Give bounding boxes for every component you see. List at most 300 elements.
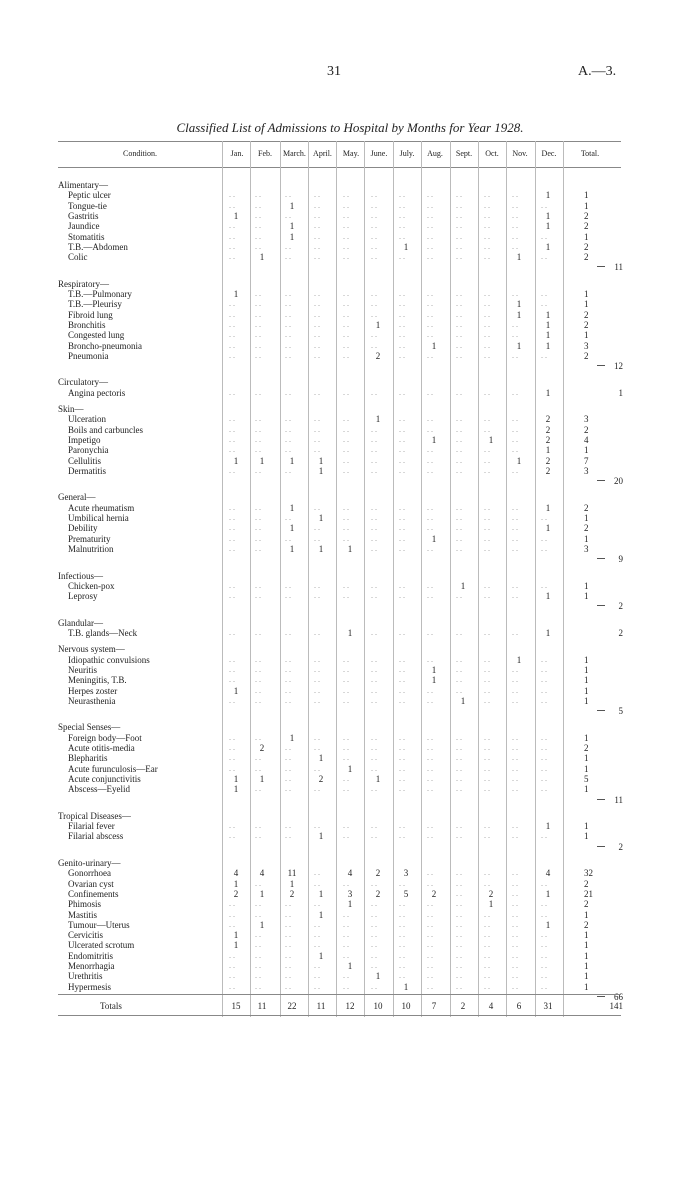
empty-cell-dots: . . [456, 424, 462, 434]
empty-cell-dots: . . [427, 654, 433, 664]
empty-cell-dots: . . [314, 502, 320, 512]
empty-cell-dots: . . [512, 919, 518, 929]
empty-cell-dots: . . [456, 231, 462, 241]
empty-cell-dots: . . [512, 831, 518, 841]
empty-cell-dots: . . [484, 753, 490, 763]
empty-cell-dots: . . [512, 821, 518, 831]
row-label: Pneumonia [68, 350, 109, 361]
group-total: 11 [614, 262, 623, 273]
empty-cell-dots: . . [484, 231, 490, 241]
empty-cell-dots: . . [314, 309, 320, 319]
row-label: Abscess—Eyelid [68, 784, 130, 795]
empty-cell-dots: . . [512, 868, 518, 878]
empty-cell-dots: . . [371, 919, 377, 929]
empty-cell-dots: . . [343, 919, 349, 929]
empty-cell-dots: . . [399, 695, 405, 705]
empty-cell-dots: . . [229, 330, 235, 340]
empty-cell-dots: . . [484, 445, 490, 455]
row-label: Fibroid lung [68, 309, 113, 320]
empty-cell-dots: . . [484, 773, 490, 783]
empty-cell-dots: . . [343, 434, 349, 444]
row-total: 1 [584, 190, 589, 201]
empty-cell-dots: . . [255, 784, 261, 794]
grand-total: 141 [609, 1001, 623, 1011]
month-cell: 1 [233, 773, 239, 784]
empty-cell-dots: . . [229, 465, 235, 475]
empty-cell-dots: . . [343, 299, 349, 309]
empty-cell-dots: . . [255, 753, 261, 763]
row-label: Tumour—Uterus [68, 919, 130, 930]
row-label: Malnutrition [68, 543, 114, 554]
empty-cell-dots: . . [427, 591, 433, 601]
empty-cell-dots: . . [229, 502, 235, 512]
month-cell: 2 [545, 434, 551, 445]
empty-cell-dots: . . [229, 434, 235, 444]
empty-cell-dots: . . [512, 930, 518, 940]
empty-cell-dots: . . [343, 940, 349, 950]
empty-cell-dots: . . [285, 319, 291, 329]
empty-cell-dots: . . [456, 888, 462, 898]
empty-cell-dots: . . [343, 465, 349, 475]
row-label: Colic [68, 252, 88, 263]
month-cell: 1 [259, 888, 265, 899]
row-label: Filarial abscess [68, 831, 124, 842]
empty-cell-dots: . . [285, 950, 291, 960]
empty-cell-dots: . . [371, 434, 377, 444]
empty-cell-dots: . . [285, 580, 291, 590]
month-cell: 1 [545, 221, 551, 232]
column-divider [563, 141, 564, 1017]
empty-cell-dots: . . [255, 513, 261, 522]
empty-cell-dots: . . [427, 909, 433, 919]
month-cell: 1 [259, 252, 265, 263]
empty-cell-dots: . . [456, 940, 462, 950]
empty-cell-dots: . . [456, 899, 462, 909]
row-total: 1 [584, 732, 589, 743]
empty-cell-dots: . . [343, 513, 349, 522]
empty-cell-dots: . . [371, 878, 377, 888]
row-total: 3 [584, 340, 589, 351]
month-cell: 1 [460, 695, 466, 706]
empty-cell-dots: . . [512, 763, 518, 773]
empty-cell-dots: . . [285, 664, 291, 674]
empty-cell-dots: . . [456, 971, 462, 981]
empty-cell-dots: . . [427, 465, 433, 475]
totals-cell: 31 [543, 1001, 553, 1011]
empty-cell-dots: . . [229, 543, 235, 553]
row-label: Dermatitis [68, 465, 106, 476]
empty-cell-dots: . . [456, 950, 462, 960]
empty-cell-dots: . . [314, 340, 320, 350]
empty-cell-dots: . . [512, 387, 518, 397]
month-cell: 1 [375, 773, 381, 784]
empty-cell-dots: . . [285, 961, 291, 970]
empty-cell-dots: . . [229, 628, 235, 637]
month-cell: 2 [431, 888, 437, 899]
group-heading: Tropical Diseases— [58, 810, 131, 821]
empty-cell-dots: . . [399, 732, 405, 742]
empty-cell-dots: . . [343, 743, 349, 752]
empty-cell-dots: . . [484, 210, 490, 220]
empty-cell-dots: . . [484, 664, 490, 674]
empty-cell-dots: . . [427, 685, 433, 695]
empty-cell-dots: . . [229, 763, 235, 773]
empty-cell-dots: . . [371, 685, 377, 695]
empty-cell-dots: . . [512, 289, 518, 298]
empty-cell-dots: . . [343, 675, 349, 685]
empty-cell-dots: . . [484, 221, 490, 231]
empty-cell-dots: . . [399, 961, 405, 970]
empty-cell-dots: . . [427, 753, 433, 763]
empty-cell-dots: . . [371, 961, 377, 970]
empty-cell-dots: . . [343, 502, 349, 512]
empty-cell-dots: . . [399, 784, 405, 794]
empty-cell-dots: . . [512, 685, 518, 695]
empty-cell-dots: . . [427, 414, 433, 424]
empty-cell-dots: . . [399, 909, 405, 919]
row-label: Endomitritis [68, 950, 113, 961]
empty-cell-dots: . . [343, 695, 349, 705]
empty-cell-dots: . . [427, 200, 433, 210]
column-header: Total. [580, 149, 600, 158]
month-cell: 1 [259, 455, 265, 466]
month-cell: 1 [289, 732, 295, 743]
empty-cell-dots: . . [484, 455, 490, 465]
empty-cell-dots: . . [541, 732, 547, 742]
group-heading: Alimentary— [58, 180, 108, 190]
empty-cell-dots: . . [427, 773, 433, 783]
empty-cell-dots: . . [285, 919, 291, 929]
empty-cell-dots: . . [343, 523, 349, 533]
row-total: 3 [584, 543, 589, 554]
empty-cell-dots: . . [371, 695, 377, 705]
empty-cell-dots: . . [255, 289, 261, 298]
empty-cell-dots: . . [229, 909, 235, 919]
group-total: 5 [618, 706, 623, 717]
empty-cell-dots: . . [371, 950, 377, 960]
empty-cell-dots: . . [456, 330, 462, 340]
empty-cell-dots: . . [399, 763, 405, 773]
month-cell: 1 [431, 434, 437, 445]
empty-cell-dots: . . [255, 340, 261, 350]
empty-cell-dots: . . [427, 445, 433, 455]
month-cell: 3 [347, 888, 353, 899]
empty-cell-dots: . . [255, 543, 261, 553]
empty-cell-dots: . . [484, 241, 490, 251]
row-total: 1 [584, 289, 589, 299]
empty-cell-dots: . . [255, 200, 261, 210]
empty-cell-dots: . . [512, 424, 518, 434]
row-label: Prematurity [68, 533, 111, 544]
empty-cell-dots: . . [285, 299, 291, 309]
totals-cell: 12 [345, 1001, 355, 1011]
empty-cell-dots: . . [255, 221, 261, 231]
empty-cell-dots: . . [371, 200, 377, 210]
group-total: 1 [618, 387, 623, 398]
empty-cell-dots: . . [229, 319, 235, 329]
empty-cell-dots: . . [371, 513, 377, 522]
empty-cell-dots: . . [512, 743, 518, 752]
month-cell: 2 [375, 868, 381, 879]
empty-cell-dots: . . [343, 950, 349, 960]
empty-cell-dots: . . [427, 930, 433, 940]
empty-cell-dots: . . [285, 773, 291, 783]
empty-cell-dots: . . [399, 445, 405, 455]
month-cell: 1 [347, 961, 353, 971]
empty-cell-dots: . . [541, 930, 547, 940]
empty-cell-dots: . . [484, 513, 490, 522]
month-cell: 1 [289, 231, 295, 242]
empty-cell-dots: . . [456, 868, 462, 878]
empty-cell-dots: . . [456, 909, 462, 919]
month-cell: 1 [259, 919, 265, 930]
row-label: Acute otitis-media [68, 743, 135, 753]
empty-cell-dots: . . [285, 685, 291, 695]
empty-cell-dots: . . [229, 424, 235, 434]
row-label: Cellulitis [68, 455, 102, 466]
empty-cell-dots: . . [285, 289, 291, 298]
empty-cell-dots: . . [343, 533, 349, 543]
empty-cell-dots: . . [314, 387, 320, 397]
empty-cell-dots: . . [229, 445, 235, 455]
row-total: 2 [584, 210, 589, 221]
empty-cell-dots: . . [314, 523, 320, 533]
row-total: 1 [584, 513, 589, 523]
empty-cell-dots: . . [255, 940, 261, 950]
group-total-rule [597, 266, 605, 267]
group-heading: Respiratory— [58, 278, 109, 289]
empty-cell-dots: . . [399, 523, 405, 533]
month-cell: 2 [233, 888, 239, 899]
empty-cell-dots: . . [512, 190, 518, 200]
totals-bottom-rule [58, 1015, 621, 1016]
empty-cell-dots: . . [229, 654, 235, 664]
month-cell: 1 [403, 981, 409, 992]
empty-cell-dots: . . [427, 763, 433, 773]
empty-cell-dots: . . [456, 319, 462, 329]
empty-cell-dots: . . [484, 695, 490, 705]
empty-cell-dots: . . [456, 732, 462, 742]
empty-cell-dots: . . [399, 821, 405, 831]
empty-cell-dots: . . [229, 950, 235, 960]
empty-cell-dots: . . [343, 350, 349, 360]
empty-cell-dots: . . [512, 784, 518, 794]
empty-cell-dots: . . [456, 664, 462, 674]
empty-cell-dots: . . [456, 387, 462, 397]
empty-cell-dots: . . [314, 654, 320, 664]
empty-cell-dots: . . [512, 319, 518, 329]
row-total: 1 [584, 784, 589, 795]
empty-cell-dots: . . [399, 252, 405, 262]
month-cell: 1 [516, 455, 522, 466]
row-label: Paronychia [68, 445, 109, 456]
empty-cell-dots: . . [371, 445, 377, 455]
empty-cell-dots: . . [255, 330, 261, 340]
empty-cell-dots: . . [255, 434, 261, 444]
empty-cell-dots: . . [229, 971, 235, 981]
empty-cell-dots: . . [255, 695, 261, 705]
empty-cell-dots: . . [255, 685, 261, 695]
empty-cell-dots: . . [484, 868, 490, 878]
empty-cell-dots: . . [484, 685, 490, 695]
empty-cell-dots: . . [456, 241, 462, 251]
empty-cell-dots: . . [314, 330, 320, 340]
empty-cell-dots: . . [399, 210, 405, 220]
row-label: T.B.—Pleurisy [68, 299, 122, 310]
empty-cell-dots: . . [541, 664, 547, 674]
empty-cell-dots: . . [255, 628, 261, 637]
month-cell: 4 [545, 868, 551, 879]
column-divider [450, 141, 451, 1017]
empty-cell-dots: . . [229, 743, 235, 752]
empty-cell-dots: . . [399, 919, 405, 929]
empty-cell-dots: . . [541, 899, 547, 909]
row-total: 1 [584, 330, 589, 341]
row-total: 1 [584, 664, 589, 675]
empty-cell-dots: . . [427, 455, 433, 465]
empty-cell-dots: . . [314, 200, 320, 210]
month-cell: 1 [347, 628, 353, 638]
row-total: 7 [584, 455, 589, 466]
empty-cell-dots: . . [484, 414, 490, 424]
month-cell: 1 [431, 664, 437, 675]
empty-cell-dots: . . [343, 971, 349, 981]
empty-cell-dots: . . [512, 981, 518, 991]
row-total: 1 [584, 231, 589, 242]
empty-cell-dots: . . [512, 414, 518, 424]
month-cell: 2 [318, 773, 324, 784]
row-label: Cervicitis [68, 930, 103, 941]
empty-cell-dots: . . [255, 309, 261, 319]
empty-cell-dots: . . [484, 981, 490, 991]
empty-cell-dots: . . [255, 465, 261, 475]
empty-cell-dots: . . [484, 465, 490, 475]
empty-cell-dots: . . [314, 878, 320, 888]
empty-cell-dots: . . [427, 319, 433, 329]
group-heading: Glandular— [58, 617, 103, 628]
column-header: Feb. [258, 149, 272, 158]
empty-cell-dots: . . [343, 445, 349, 455]
totals-cell: 4 [488, 1001, 494, 1011]
row-label: Acute rheumatism [68, 502, 135, 513]
empty-cell-dots: . . [512, 899, 518, 909]
empty-cell-dots: . . [484, 190, 490, 200]
empty-cell-dots: . . [371, 654, 377, 664]
empty-cell-dots: . . [427, 878, 433, 888]
empty-cell-dots: . . [456, 340, 462, 350]
empty-cell-dots: . . [343, 414, 349, 424]
page-reference: A.—3. [578, 64, 617, 79]
group-total: 2 [618, 841, 623, 852]
empty-cell-dots: . . [343, 309, 349, 319]
group-total: 66 [614, 991, 623, 1002]
empty-cell-dots: . . [427, 309, 433, 319]
empty-cell-dots: . . [427, 330, 433, 340]
empty-cell-dots: . . [255, 878, 261, 888]
month-cell: 2 [375, 888, 381, 899]
empty-cell-dots: . . [314, 580, 320, 590]
totals-cell: 11 [316, 1001, 326, 1011]
empty-cell-dots: . . [427, 424, 433, 434]
empty-cell-dots: . . [255, 732, 261, 742]
month-cell: 1 [289, 502, 295, 513]
empty-cell-dots: . . [427, 743, 433, 752]
empty-cell-dots: . . [541, 753, 547, 763]
empty-cell-dots: . . [541, 695, 547, 705]
empty-cell-dots: . . [314, 231, 320, 241]
empty-cell-dots: . . [285, 533, 291, 543]
empty-cell-dots: . . [484, 309, 490, 319]
empty-cell-dots: . . [314, 930, 320, 940]
row-total: 2 [584, 350, 589, 361]
empty-cell-dots: . . [285, 340, 291, 350]
empty-cell-dots: . . [285, 763, 291, 773]
empty-cell-dots: . . [255, 664, 261, 674]
empty-cell-dots: . . [255, 190, 261, 200]
column-divider [535, 141, 536, 1017]
empty-cell-dots: . . [314, 241, 320, 251]
month-cell: 1 [375, 319, 381, 330]
empty-cell-dots: . . [314, 350, 320, 360]
month-cell: 1 [347, 899, 353, 910]
empty-cell-dots: . . [314, 299, 320, 309]
empty-cell-dots: . . [427, 502, 433, 512]
empty-cell-dots: . . [427, 950, 433, 960]
empty-cell-dots: . . [343, 210, 349, 220]
totals-cell: 15 [231, 1001, 241, 1011]
empty-cell-dots: . . [285, 414, 291, 424]
empty-cell-dots: . . [399, 231, 405, 241]
empty-cell-dots: . . [512, 533, 518, 543]
empty-cell-dots: . . [285, 445, 291, 455]
row-total: 2 [584, 899, 589, 910]
month-cell: 1 [233, 940, 239, 951]
row-label: Boils and carbuncles [68, 424, 143, 435]
empty-cell-dots: . . [427, 940, 433, 950]
empty-cell-dots: . . [456, 299, 462, 309]
empty-cell-dots: . . [285, 909, 291, 919]
empty-cell-dots: . . [512, 231, 518, 241]
empty-cell-dots: . . [229, 591, 235, 601]
row-total: 2 [584, 252, 589, 263]
empty-cell-dots: . . [427, 252, 433, 262]
empty-cell-dots: . . [427, 695, 433, 705]
empty-cell-dots: . . [285, 971, 291, 981]
empty-cell-dots: . . [541, 231, 547, 241]
empty-cell-dots: . . [314, 414, 320, 424]
row-label: Acute conjunctivitis [68, 773, 141, 784]
empty-cell-dots: . . [541, 981, 547, 991]
month-cell: 1 [431, 675, 437, 686]
empty-cell-dots: . . [343, 455, 349, 465]
group-total-rule [597, 846, 605, 847]
empty-cell-dots: . . [229, 899, 235, 909]
group-total-rule [597, 996, 605, 997]
empty-cell-dots: . . [285, 654, 291, 664]
empty-cell-dots: . . [229, 221, 235, 231]
empty-cell-dots: . . [484, 950, 490, 960]
empty-cell-dots: . . [399, 221, 405, 231]
month-cell: 1 [545, 919, 551, 930]
empty-cell-dots: . . [314, 533, 320, 543]
empty-cell-dots: . . [512, 591, 518, 601]
empty-cell-dots: . . [285, 387, 291, 397]
empty-cell-dots: . . [399, 200, 405, 210]
month-cell: 1 [233, 930, 239, 941]
empty-cell-dots: . . [371, 753, 377, 763]
month-cell: 1 [289, 221, 295, 232]
empty-cell-dots: . . [371, 821, 377, 831]
